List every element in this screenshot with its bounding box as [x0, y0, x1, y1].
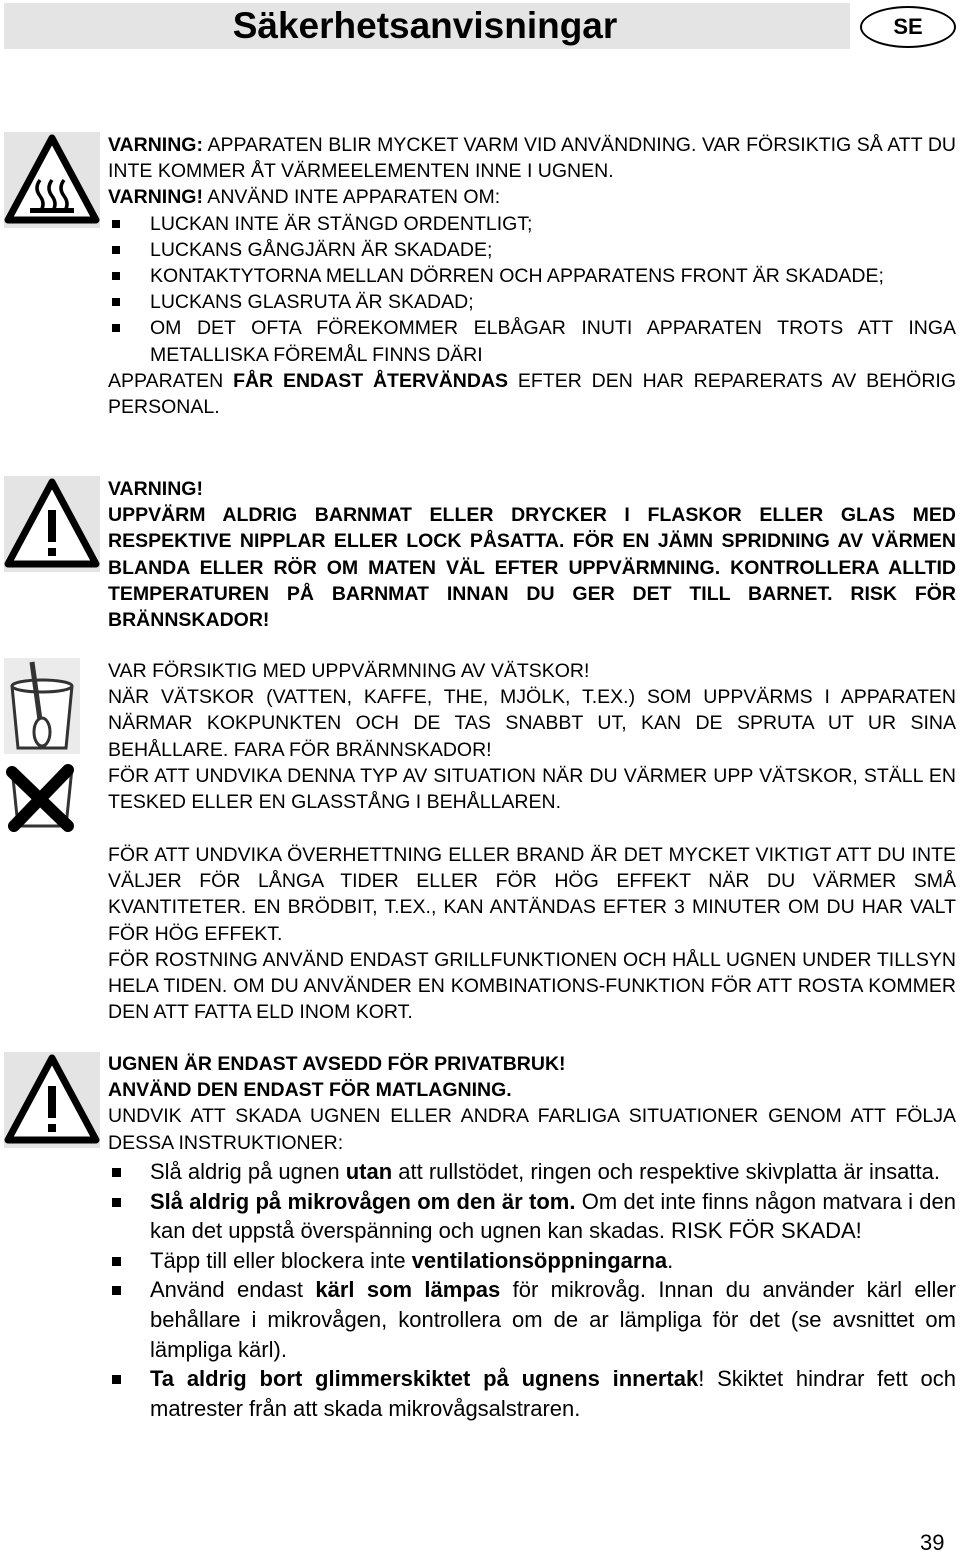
text-span: EFTER DEN HAR REPARERATS AV BEHÖRIG PERSONAL.: [108, 369, 957, 419]
oven-hot-warning-section: [108, 132, 956, 420]
list-item: [108, 1187, 956, 1246]
list-item: LUCKANS GLASRUTA ÄR SKADAD;: [108, 289, 956, 315]
roasting-paragraph: FÖR ROSTNING ANVÄND ENDAST GRILLFUNKTIONEN OCH HÅLL UGNEN UNDER TILLSYN HELA TIDEN. OM DU ANVÄNDER EN KOMBINATIONS-FUNKTION FÖR ATT ROSTA KOMMER DEN ATT FATTA ELD INOM KORT.: [108, 948, 956, 1024]
exclamation-warning-icon: [4, 1052, 100, 1148]
warning-text: ANVÄND INTE APPARATEN OM:: [202, 186, 501, 209]
text-span: APPARATEN: [108, 369, 234, 392]
emphasis-text: Slå aldrig på mikrovågen om den är tom.: [150, 1188, 576, 1214]
text-span: Slå aldrig på ugnen: [150, 1159, 346, 1184]
glass-without-spoon-x-icon: [4, 762, 80, 832]
cooking-only-heading: ANVÄND DEN ENDAST FÖR MATLAGNING.: [108, 1079, 512, 1102]
exclamation-warning-icon: [4, 476, 100, 572]
hot-warning-paragraph: [108, 132, 956, 184]
list-item: [108, 1364, 956, 1423]
private-use-heading: UGNEN ÄR ENDAST AVSEDD FÖR PRIVATBRUK!: [108, 1053, 566, 1075]
emphasis-text: Ta aldrig bort glimmerskiktet på ugnens innertak: [150, 1366, 699, 1392]
repair-paragraph: [108, 368, 956, 420]
overheating-section: [108, 842, 956, 1025]
instructions-intro: UNDVIK ATT SKADA UGNEN ELLER ANDRA FARLIGA SITUATIONER GENOM ATT FÖLJA DESSA INSTRUKTIONER:: [108, 1105, 956, 1154]
warning-label: VARNING:: [108, 134, 203, 156]
text-span: ! Skiktet hindrar fett och matrester från att skada mikrovågsalstraren.: [150, 1366, 957, 1421]
emphasis-text: FÅR ENDAST ÅTERVÄNDAS: [233, 369, 509, 392]
list-item: LUCKANS GÅNGJÄRN ÄR SKADADE;: [108, 237, 956, 263]
text-span: Om det inte finns någon matvara i den kan det uppstå överspänning och ugnen kan skadas. RISK FÖR SKADA!: [150, 1188, 956, 1244]
do-not-use-list: [108, 211, 956, 368]
baby-food-warning-section: [108, 476, 956, 633]
language-badge: SE: [860, 6, 956, 48]
usage-instructions-list: [108, 1157, 956, 1423]
text-span: för mikrovåg. Innan du använder kärl eller behållare i mikrovågen, kontrollera om de ar lämpliga för det (se avsnittet om lämpliga kärl).: [150, 1277, 956, 1362]
emphasis-text: ventilationsöppningarna: [411, 1247, 668, 1273]
overheating-paragraph: FÖR ATT UNDVIKA ÖVERHETTNING ELLER BRAND ÄR DET MYCKET VIKTIGT ATT DU INTE VÄLJER FÖR LÅNGA TIDER ELLER FÖR HÖG EFFEKT NÄR DU VÄRMER SMÅ KVANTITETER. EN BRÖDBIT, T.EX., KAN ANTÄNDAS EFTER 3 MINUTER OM DU HAR VALT FÖR HÖG EFFEKT.: [108, 844, 956, 945]
emphasis-text: utan: [345, 1159, 393, 1184]
liquids-paragraph: FÖR ATT UNDVIKA DENNA TYP AV SITUATION NÄR DU VÄRMER UPP VÄTSKOR, STÄLL EN TESKED ELLER EN GLASSTÅNG I BEHÅLLAREN.: [108, 764, 956, 814]
glass-with-spoon-icon: [4, 658, 80, 754]
text-span: Använd endast: [150, 1277, 316, 1303]
page-number: 39: [920, 1530, 945, 1555]
hot-surface-warning-icon: [4, 132, 100, 228]
warning-text: APPARATEN BLIR MYCKET VARM VID ANVÄNDNING. VAR FÖRSIKTIG SÅ ATT DU INTE KOMMER ÅT VÄRMEELEMENTEN INNE I UGNEN.: [108, 134, 956, 183]
liquids-paragraph: NÄR VÄTSKOR (VATTEN, KAFFE, THE, MJÖLK, T.EX.) SOM UPPVÄRMS I APPARATEN NÄRMAR KOKPUNKTEN OCH DE TAS SNABBT UT, KAN DE SPRUTA UT UR SINA BEHÅLLARE. FARA FÖR BRÄNNSKADOR!: [108, 686, 956, 761]
text-span: att rullstödet, ringen och respektive skivplatta är insatta.: [392, 1159, 940, 1184]
liquids-heading: VAR FÖRSIKTIG MED UPPVÄRMNING AV VÄTSKOR!: [108, 660, 590, 682]
list-item: [108, 1157, 956, 1187]
list-item: [108, 1246, 956, 1276]
text-span: Täpp till eller blockera inte: [150, 1247, 412, 1273]
text-span: .: [667, 1247, 674, 1273]
warning-label: VARNING!: [108, 478, 203, 500]
page-title: Säkerhetsanvisningar: [232, 5, 618, 46]
baby-food-warning-text: UPPVÄRM ALDRIG BARNMAT ELLER DRYCKER I FLASKOR ELLER GLAS MED RESPEKTIVE NIPPLAR ELLER LOCK PÅSATTA. FÖR EN JÄMN SPRIDNING AV VÄRMEN BLANDA ELLER RÖR OM MATEN VÄL EFTER UPPVÄRMNING. KONTROLLERA ALLTID TEMPERATUREN PÅ BARNMAT INNAN DU GER DET TILL BARNET. RISK FÖR BRÄNNSKADOR!: [108, 504, 956, 632]
liquids-warning-section: [108, 658, 956, 815]
emphasis-text: kärl som lämpas: [315, 1277, 501, 1303]
list-item: KONTAKTYTORNA MELLAN DÖRREN OCH APPARATENS FRONT ÄR SKADADE;: [108, 263, 956, 289]
warning-label: VARNING!: [108, 186, 203, 209]
list-item: LUCKAN INTE ÄR STÄNGD ORDENTLIGT;: [108, 211, 956, 237]
do-not-use-paragraph: [108, 184, 956, 210]
list-item: OM DET OFTA FÖREKOMMER ELBÅGAR INUTI APPARATEN TROTS ATT INGA METALLISKA FÖREMÅL FINNS DÄRI: [108, 315, 956, 367]
private-use-section: [108, 1051, 956, 1156]
usage-instructions-section: [108, 1157, 956, 1423]
list-item: [108, 1275, 956, 1364]
